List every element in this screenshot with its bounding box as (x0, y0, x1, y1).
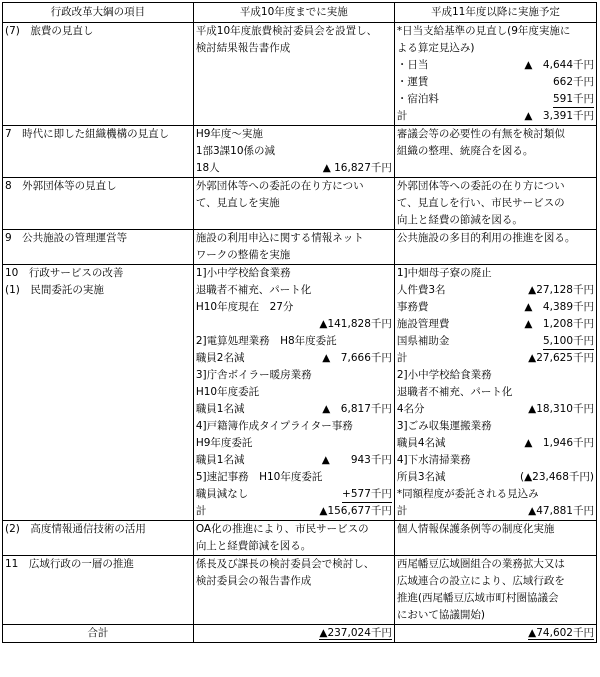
line-amount: 591千円 (553, 91, 594, 108)
cell-line (397, 212, 594, 229)
line-label: 計 (396, 110, 408, 122)
cell-line (196, 367, 392, 384)
line-label: 3]ごみ収集運搬業務 (396, 420, 492, 432)
line-text: 外郭団体等への委託の在り方につい (396, 180, 565, 192)
table-row (3, 126, 597, 178)
cell-line (196, 282, 392, 299)
table-row (3, 230, 597, 265)
admin-reform-table (2, 2, 597, 643)
cell-plan (394, 178, 596, 230)
line-label: 施設管理費 (396, 318, 450, 330)
line-label: 1]小中学校給食業務 (195, 267, 291, 279)
line-amount: ▲ 1,208千円 (524, 318, 594, 330)
table-row (3, 178, 597, 230)
cell-line (196, 452, 392, 469)
line-label: ・日当 (396, 59, 429, 71)
cell-line (196, 299, 392, 316)
cell-plan (394, 265, 596, 521)
cell-plan (394, 556, 596, 625)
line-text: 9 公共施設の管理運営等 (5, 232, 128, 244)
line-label: 退職者不補充、パート化 (195, 284, 312, 296)
cell-line (196, 40, 392, 57)
cell-line (196, 126, 392, 143)
cell-line (397, 126, 594, 143)
cell-line (397, 607, 594, 624)
cell-plan (394, 23, 596, 126)
line-amount: ▲141,828千円 (319, 318, 392, 330)
cell-line (397, 521, 594, 538)
line-amount: 5,100千円 (543, 333, 594, 350)
line-amount: ▲47,881千円 (528, 505, 594, 517)
cell-line (196, 521, 392, 538)
table-row (3, 265, 597, 521)
line-label: 職員1名減 (195, 403, 245, 415)
line-label: H9年度委託 (195, 437, 253, 449)
line-amount: ▲ 943千円 (321, 454, 392, 466)
line-text: (7) 旅費の見直し (5, 25, 94, 37)
line-label: 5]速記事務 H10年度委託 (195, 471, 323, 483)
cell-line (196, 469, 392, 486)
cell-plan (394, 521, 596, 556)
cell-line (196, 143, 392, 160)
cell-line (397, 367, 594, 384)
cell-done (193, 23, 394, 126)
line-text: 推進(西尾幡豆広域市町村圏協議会 (396, 592, 559, 604)
line-text: 10 行政サービスの改善 (5, 267, 124, 279)
line-label: 1部3課10係の減 (195, 145, 276, 157)
cell-line (196, 178, 392, 195)
cell-line (397, 333, 594, 350)
line-label: 2]小中学校給食業務 (396, 369, 492, 381)
cell-line (397, 590, 594, 607)
cell-line (196, 316, 392, 333)
line-text: ワークの整備を実施 (195, 249, 291, 261)
cell-item (3, 126, 194, 178)
line-text: 審議会等の必要性の有無を検討類似 (396, 128, 565, 140)
line-label: 4名分 (396, 403, 425, 415)
line-label: 計 (195, 505, 207, 517)
cell-line (397, 435, 594, 452)
cell-done (193, 230, 394, 265)
cell-line (397, 418, 594, 435)
line-amount: (▲23,468千円) (519, 471, 594, 483)
total-row (3, 625, 597, 643)
line-amount: ▲ 6,817千円 (322, 403, 392, 415)
total-label: 合計 (3, 625, 194, 643)
cell-done (193, 521, 394, 556)
line-text: 検討結果報告書作成 (195, 42, 291, 54)
line-label: 計 (396, 505, 408, 517)
cell-line (397, 57, 594, 74)
cell-line (397, 23, 594, 40)
line-amount: ▲ 3,391千円 (524, 110, 594, 122)
line-text: 係長及び課長の検討委員会で検討し、 (195, 558, 375, 570)
cell-line (397, 573, 594, 590)
cell-done (193, 178, 394, 230)
line-text: 個人情報保護条例等の制度化実施 (396, 523, 555, 535)
cell-line (196, 333, 392, 350)
cell-line (397, 384, 594, 401)
line-text: 検討委員会の報告書作成 (195, 575, 312, 587)
line-amount: ▲27,128千円 (528, 284, 594, 296)
cell-line (5, 265, 191, 282)
line-text: 西尾幡豆広域圏組合の業務拡大又は (396, 558, 565, 570)
cell-line (196, 435, 392, 452)
cell-line (196, 573, 392, 590)
cell-line (196, 23, 392, 40)
line-label: *同額程度が委託される見込み (396, 488, 539, 500)
table-row (3, 556, 597, 625)
cell-line (397, 143, 594, 160)
line-label: 1]中畑母子寮の廃止 (396, 267, 492, 279)
cell-item (3, 265, 194, 521)
cell-line (196, 384, 392, 401)
line-label: 人件費3名 (396, 284, 446, 296)
cell-plan (394, 126, 596, 178)
cell-line (196, 247, 392, 264)
cell-line (397, 452, 594, 469)
total-done: ▲237,024千円 (193, 625, 394, 643)
line-amount: ▲ 1,946千円 (524, 437, 594, 449)
line-text: 施設の利用申込に関する情報ネット (195, 232, 364, 244)
table-row (3, 23, 597, 126)
cell-line (196, 195, 392, 212)
cell-item (3, 178, 194, 230)
line-label: 職員1名減 (195, 454, 245, 466)
cell-item (3, 556, 194, 625)
line-label: よる算定見込み) (396, 42, 475, 54)
line-label: H10年度現在 27分 (195, 301, 294, 313)
cell-line (397, 91, 594, 108)
cell-line (196, 538, 392, 555)
cell-line (196, 160, 392, 177)
line-label: 18人 (195, 162, 220, 174)
line-text: において協議開始) (396, 609, 485, 621)
line-label: 2]電算処理業務 H8年度委託 (195, 335, 337, 347)
line-text: 平成10年度旅費検討委員会を設置し、 (195, 25, 378, 37)
line-amount: 662千円 (552, 76, 594, 88)
cell-line (5, 230, 191, 247)
line-text: 公共施設の多目的利用の推進を図る。 (396, 232, 576, 244)
cell-line (397, 108, 594, 125)
header-item: 行政改革大綱の項目 (3, 3, 194, 23)
line-text: (2) 高度情報通信技術の活用 (5, 523, 146, 535)
line-amount: ▲ 4,389千円 (524, 301, 594, 313)
line-text: 組織の整理、統廃合を図る。 (396, 145, 534, 157)
line-label: 計 (396, 352, 408, 364)
line-label: 職員減なし (195, 488, 249, 500)
cell-line (196, 486, 392, 503)
line-text: 11 広域行政の一層の推進 (5, 558, 134, 570)
cell-line (5, 178, 191, 195)
cell-line (196, 503, 392, 520)
cell-line (397, 316, 594, 333)
cell-line (196, 401, 392, 418)
cell-line (397, 401, 594, 418)
line-text: (1) 民間委託の実施 (5, 284, 104, 296)
cell-line (397, 350, 594, 367)
cell-line (196, 418, 392, 435)
line-label: 4]戸籍簿作成タイプライター事務 (195, 420, 353, 432)
line-label: 国県補助金 (396, 335, 450, 347)
cell-line (5, 282, 191, 299)
line-text: 外郭団体等への委託の在り方につい (195, 180, 364, 192)
line-label: *日当支給基準の見直し(9年度実施に (396, 25, 571, 37)
cell-done (193, 265, 394, 521)
line-amount: ▲27,625千円 (528, 352, 594, 364)
table-row (3, 521, 597, 556)
cell-plan (394, 230, 596, 265)
line-label: ・宿泊料 (396, 93, 439, 105)
cell-line (397, 556, 594, 573)
line-label: 職員2名減 (195, 352, 245, 364)
cell-line (397, 230, 594, 247)
cell-line (397, 40, 594, 57)
cell-line (196, 556, 392, 573)
header-row (3, 3, 597, 23)
cell-item (3, 230, 194, 265)
cell-line (5, 556, 191, 573)
line-label: 退職者不補充、パート化 (396, 386, 513, 398)
cell-line (5, 23, 191, 40)
line-label: 事務費 (396, 301, 429, 313)
line-amount: ▲ 4,644千円 (524, 59, 594, 71)
cell-done (193, 126, 394, 178)
cell-item (3, 23, 194, 126)
line-text: OA化の推進により、市民サービスの (195, 523, 369, 535)
header-done: 平成10年度までに実施 (193, 3, 394, 23)
cell-line (397, 195, 594, 212)
line-label: 職員4名減 (396, 437, 446, 449)
line-label: 所員3名減 (396, 471, 446, 483)
line-label: 4]下水清掃業務 (396, 454, 471, 466)
line-label: H10年度委託 (195, 386, 260, 398)
line-amount: ▲156,677千円 (319, 505, 392, 517)
cell-line (397, 486, 594, 503)
cell-done (193, 556, 394, 625)
line-text: 広域連合の設立により、広域行政を (396, 575, 565, 587)
line-text: て、見直しを実施 (195, 197, 280, 209)
cell-line (196, 265, 392, 282)
line-amount: ▲18,310千円 (528, 403, 594, 415)
cell-line (397, 265, 594, 282)
cell-line (5, 521, 191, 538)
line-label: 3]庁舎ボイラー暖房業務 (195, 369, 312, 381)
cell-line (397, 282, 594, 299)
line-label: ・運賃 (396, 76, 429, 88)
cell-line (397, 74, 594, 91)
line-amount: ▲ 7,666千円 (322, 352, 392, 364)
total-plan: ▲74,602千円 (394, 625, 596, 643)
cell-line (196, 230, 392, 247)
cell-item (3, 521, 194, 556)
cell-line (397, 299, 594, 316)
line-text: て、見直しを行い、市民サービスの (396, 197, 565, 209)
cell-line (397, 178, 594, 195)
cell-line (5, 126, 191, 143)
cell-line (397, 503, 594, 520)
line-amount: ▲ 16,827千円 (322, 162, 392, 174)
line-text: 8 外郭団体等の見直し (5, 180, 117, 192)
header-plan: 平成11年度以降に実施予定 (394, 3, 596, 23)
cell-line (397, 469, 594, 486)
cell-line (196, 350, 392, 367)
line-text: 向上と経費の節減を図る。 (396, 214, 523, 226)
line-amount: +577千円 (342, 486, 392, 503)
line-text: 7 時代に即した組織機構の見直し (5, 128, 170, 140)
line-label: H9年度～実施 (195, 128, 263, 140)
line-text: 向上と経費節減を図る。 (195, 540, 312, 552)
